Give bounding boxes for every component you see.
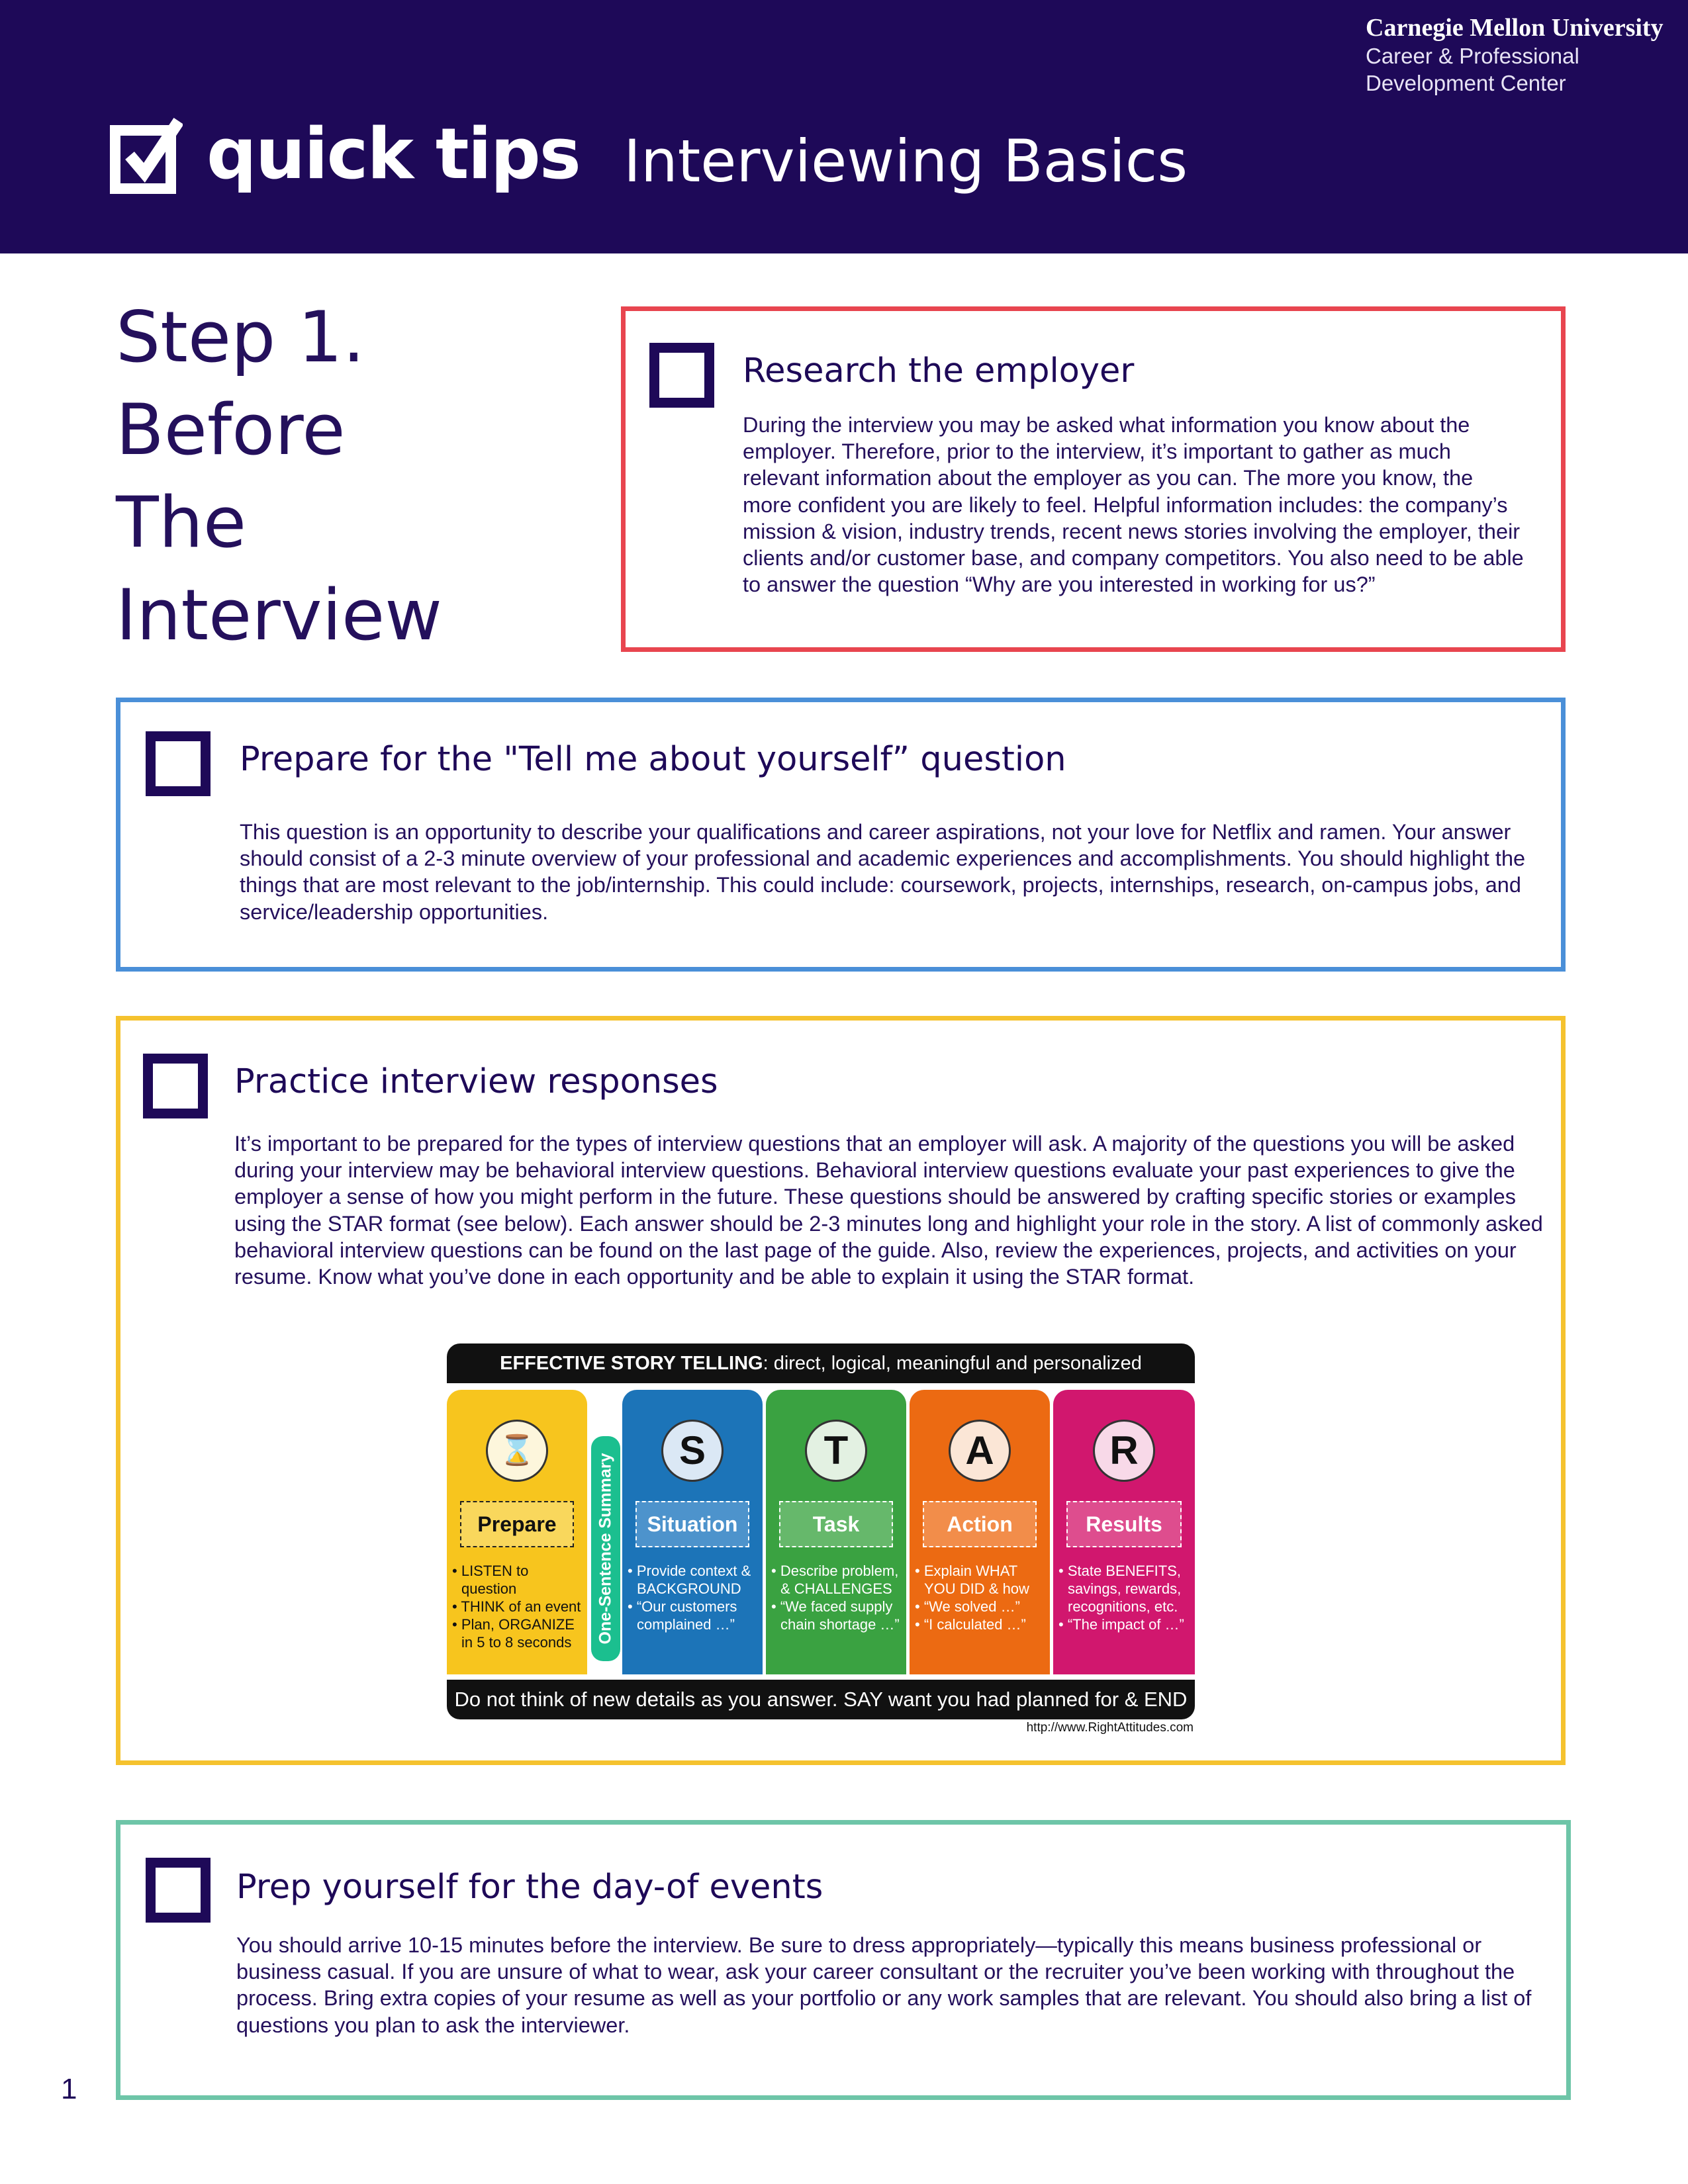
star-method-graphic (447, 1343, 1195, 1734)
star-list-action (915, 1562, 1046, 1633)
star-label-prepare: Prepare (460, 1501, 574, 1547)
star-source-url: http://www.RightAttitudes.com (1026, 1721, 1194, 1735)
step-title-line-1: Step 1. (116, 296, 365, 378)
page-number: 1 (61, 2073, 77, 2105)
star-header-bar (447, 1343, 1195, 1383)
star-column-action (910, 1390, 1050, 1674)
star-column-task (766, 1390, 906, 1674)
practice-heading: Practice interview responses (234, 1062, 718, 1101)
org-subtitle-2: Development Center (1366, 71, 1566, 95)
logo-text: quick tips (207, 113, 580, 195)
star-list-results (1058, 1562, 1191, 1633)
list-item: • Plan, ORGANIZE in 5 to 8 seconds (452, 1616, 575, 1651)
research-section (621, 306, 1566, 652)
star-footer-bar: Do not think of new details as you answer. SAY want you had planned for & END (447, 1680, 1195, 1719)
step-title (116, 291, 442, 662)
list-item: • THINK of an event (452, 1598, 581, 1615)
research-checkbox[interactable] (649, 343, 714, 408)
list-item: • “We faced supply chain shortage …” (771, 1598, 900, 1633)
star-header-bold: EFFECTIVE STORY TELLING (500, 1353, 763, 1374)
letter-a-icon: A (949, 1420, 1011, 1482)
org-name: Carnegie Mellon University (1366, 14, 1664, 42)
star-list-situation (628, 1562, 759, 1633)
step-title-line-3: The (116, 482, 247, 563)
list-item: • Explain WHAT YOU DID & how (915, 1563, 1029, 1597)
list-item: • “We solved …” (915, 1598, 1020, 1615)
letter-s-icon: S (661, 1420, 724, 1482)
practice-checkbox[interactable] (143, 1054, 208, 1118)
step-title-line-2: Before (116, 389, 346, 471)
tell-me-heading: Prepare for the "Tell me about yourself” question (240, 740, 1066, 779)
tell-me-body: This question is an opportunity to describe your qualifications and career aspirations, not your love for Netflix and ramen. Your answer should consist of a 2-3 minute overview of your professional and academic experiences and accomplishments. You should highlight the things that are most relevant to the job/internship. This could include: coursework, projects, internships, research, on-campus jobs, and service/leadership opportunities. (240, 820, 1526, 924)
star-label-results: Results (1066, 1501, 1182, 1547)
hourglass-icon: ⌛ (486, 1420, 548, 1482)
star-list-task (771, 1562, 902, 1633)
star-column-results (1053, 1390, 1195, 1674)
star-label-situation: Situation (635, 1501, 749, 1547)
org-subtitle-1: Career & Professional (1366, 44, 1579, 68)
research-heading: Research the employer (743, 351, 1135, 390)
list-item: • LISTEN to question (452, 1563, 529, 1597)
list-item: • “Our customers complained …” (628, 1598, 737, 1633)
one-sentence-summary-bar (591, 1436, 620, 1661)
list-item: • Describe problem, & CHALLENGES (771, 1563, 899, 1597)
star-column-prepare (447, 1390, 587, 1674)
practice-body: It’s important to be prepared for the types of interview questions that an employer will ask. A majority of the questions you will be asked during your interview may be behavioral interview questions. Behavioral interview questions evaluate your past experiences to give the employer a sense of how you might perform in the future. These questions should be answered by crafting specific stories or examples using the STAR format (see below). Each answer should be 2-3 minutes long and highlight your role in the story. A list of commonly asked behavioral interview questions can be found on the last page of the guide. Also, review the experiences, projects, and activities on your resume. Know what you’ve done in each opportunity and be able to explain it using the STAR format. (234, 1132, 1543, 1289)
tell-me-section (116, 698, 1566, 972)
letter-t-icon: T (805, 1420, 867, 1482)
star-label-action: Action (923, 1501, 1037, 1547)
letter-r-icon: R (1093, 1420, 1155, 1482)
star-label-task: Task (779, 1501, 893, 1547)
day-of-checkbox[interactable] (146, 1858, 211, 1923)
day-of-heading: Prep yourself for the day-of events (236, 1868, 823, 1907)
day-of-body: You should arrive 10-15 minutes before the interview. Be sure to dress appropriately—typically this means business professional or business casual. If you are unsure of what to wear, ask your career consultant or the recruiter you’ve been working with throughout the process. Bring extra copies of your resume as well as your portfolio or any work samples that are relevant. You should also bring a list of questions you plan to ask the interviewer. (236, 1933, 1532, 2037)
step-title-line-4: Interview (116, 574, 442, 656)
one-sentence-summary-label: One-Sentence Summary (596, 1453, 615, 1645)
tell-me-checkbox[interactable] (146, 731, 211, 796)
star-list-prepare (452, 1562, 583, 1651)
list-item: • Provide context & BACKGROUND (628, 1563, 751, 1597)
list-item: • “The impact of …” (1058, 1616, 1184, 1633)
research-body: During the interview you may be asked what information you know about the employer. Therefore, prior to the interview, it’s important to gather as much relevant information about the employer as you can. The more you know, the more confident you are likely to feel. Helpful information includes: the company’s mission & vision, industry trends, recent news stories involving the employer, their clients and/or customer base, and company competitors. You also need to be able to answer the question “Why are you interested in working for us?” (743, 413, 1524, 597)
header-banner (0, 0, 1688, 253)
list-item: • State BENEFITS, savings, rewards, recognitions, etc. (1058, 1563, 1182, 1615)
checkbox-check-icon (110, 116, 183, 194)
star-column-situation (622, 1390, 763, 1674)
page-title: Interviewing Basics (624, 127, 1188, 195)
star-header-rest: : direct, logical, meaningful and personalized (763, 1353, 1142, 1374)
org-logo (1366, 13, 1664, 97)
list-item: • “I calculated …” (915, 1616, 1026, 1633)
day-of-section (116, 1820, 1571, 2100)
